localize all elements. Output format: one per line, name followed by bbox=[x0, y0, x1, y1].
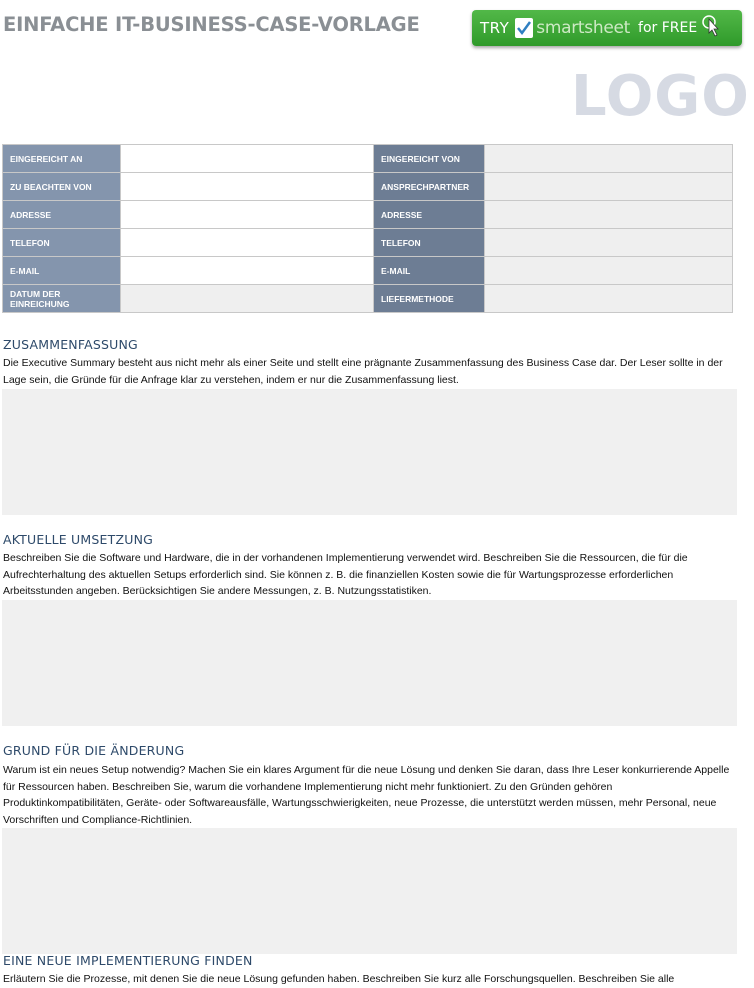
table-row bbox=[3, 145, 733, 173]
table-row bbox=[3, 173, 733, 201]
submission-date-field[interactable] bbox=[121, 285, 374, 313]
submission-date-label: DATUM DER EINREICHUNG bbox=[3, 285, 121, 313]
reason-for-change-description: Warum ist ein neues Setup notwendig? Machen Sie ein klares Argument für die neue Lösung und denken Sie daran, dass Ihre Leser konkurrierende Appelle für Ressourcen haben. Beschreiben Sie, warum die vorhandene Implementierung nicht mehr funktioniert. Zu den Gründen gehören Produktinkompatibilitäten, Geräte- oder Softwareausfälle, Wartungsschwierigkeiten, neue Prozesse, die unterstützt werden müssen, mehr Personal, neue Vorschriften und Compliance-Richtlinien. bbox=[3, 764, 730, 826]
new-implementation-heading: EINE NEUE IMPLEMENTIERUNG FINDEN bbox=[3, 953, 253, 968]
logo-placeholder: LOGO bbox=[571, 64, 750, 129]
promo-brand-label: smartsheet bbox=[536, 18, 631, 38]
phone-left-label: TELEFON bbox=[3, 229, 121, 257]
phone-left-field[interactable] bbox=[121, 229, 374, 257]
checkmark-icon bbox=[515, 18, 533, 38]
submitted-by-label: EINGEREICHT VON bbox=[374, 145, 485, 173]
promo-free-label: for FREE bbox=[638, 20, 698, 36]
summary-heading: ZUSAMMENFASSUNG bbox=[3, 337, 138, 352]
try-smartsheet-button[interactable] bbox=[472, 10, 742, 46]
email-right-label: E-MAIL bbox=[374, 257, 485, 285]
reason-for-change-textbox[interactable] bbox=[2, 828, 737, 954]
current-implementation-textbox[interactable] bbox=[2, 600, 737, 726]
new-implementation-description: Erläutern Sie die Prozesse, mit denen Sie die neue Lösung gefunden haben. Beschreiben Sie kurz alle Forschungsquellen. Beschreiben Sie alle bbox=[3, 973, 675, 985]
pointer-cursor-icon bbox=[701, 13, 723, 43]
current-implementation-description: Beschreiben Sie die Software und Hardware, die in der vorhandenen Implementierung verwendet wird. Beschreiben Sie die Ressourcen, die für die Aufrechterhaltung des aktuellen Setups erforderlich sind. Sie können z. B. die finanziellen Kosten sowie die für Wartungsprozesse erforderlichen Arbeitsstunden angeben. Berücksichtigen Sie andere Messungen, z. B. Nutzungsstatistiken. bbox=[3, 552, 688, 597]
email-left-label: E-MAIL bbox=[3, 257, 121, 285]
phone-right-field[interactable] bbox=[485, 229, 733, 257]
delivery-method-label: LIEFERMETHODE bbox=[374, 285, 485, 313]
address-left-label: ADRESSE bbox=[3, 201, 121, 229]
table-row bbox=[3, 285, 733, 313]
contact-field[interactable] bbox=[485, 173, 733, 201]
table-row bbox=[3, 229, 733, 257]
email-left-field[interactable] bbox=[121, 257, 374, 285]
reason-for-change-heading: GRUND FÜR DIE ÄNDERUNG bbox=[3, 743, 185, 758]
summary-textbox[interactable] bbox=[2, 389, 737, 515]
submission-info-table bbox=[2, 144, 733, 313]
table-row bbox=[3, 257, 733, 285]
summary-description: Die Executive Summary besteht aus nicht mehr als einer Seite und stellt eine prägnante Zusammenfassung des Business Case dar. Der Leser sollte in der Lage sein, die Gründe für die Anfrage klar zu verstehen, indem er nur die Zusammenfassung liest. bbox=[3, 357, 723, 386]
address-right-field[interactable] bbox=[485, 201, 733, 229]
table-row bbox=[3, 201, 733, 229]
submitted-to-label: EINGEREICHT AN bbox=[3, 145, 121, 173]
submitted-to-field[interactable] bbox=[121, 145, 374, 173]
promo-try-label: TRY bbox=[480, 19, 510, 37]
contact-label: ANSPRECHPARTNER bbox=[374, 173, 485, 201]
attention-label: ZU BEACHTEN VON bbox=[3, 173, 121, 201]
address-right-label: ADRESSE bbox=[374, 201, 485, 229]
current-implementation-heading: AKTUELLE UMSETZUNG bbox=[3, 532, 154, 547]
phone-right-label: TELEFON bbox=[374, 229, 485, 257]
email-right-field[interactable] bbox=[485, 257, 733, 285]
page-title: EINFACHE IT-BUSINESS-CASE-VORLAGE bbox=[3, 13, 420, 36]
delivery-method-field[interactable] bbox=[485, 285, 733, 313]
attention-field[interactable] bbox=[121, 173, 374, 201]
submitted-by-field[interactable] bbox=[485, 145, 733, 173]
address-left-field[interactable] bbox=[121, 201, 374, 229]
